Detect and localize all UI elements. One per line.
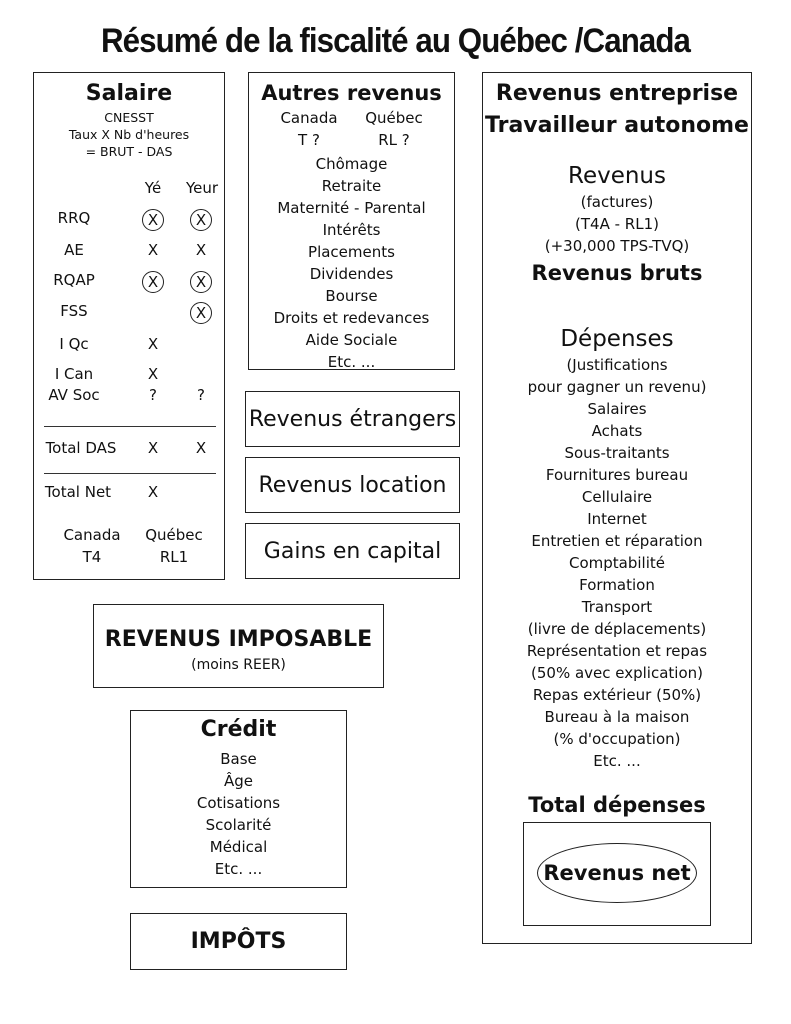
list-item: Transport <box>581 598 653 616</box>
circled-x: X <box>190 302 212 324</box>
divider <box>44 473 216 474</box>
row-label: I Qc <box>59 335 89 353</box>
row-avsoc <box>34 386 224 408</box>
salaire-brut-das: = BRUT - DAS <box>85 144 173 159</box>
list-item: Sous-traitants <box>564 444 670 462</box>
autres-quebec: Québec <box>365 109 423 127</box>
list-item: (+30,000 TPS-TVQ) <box>544 237 690 255</box>
list-item: Repas extérieur (50%) <box>532 686 702 704</box>
list-item: Intérêts <box>322 221 381 239</box>
list-item: Etc. ... <box>593 752 641 770</box>
credit-list <box>131 748 346 880</box>
rl1-label: RL1 <box>159 548 189 566</box>
list-item: Âge <box>223 772 253 790</box>
depenses-heading: Dépenses <box>560 326 674 352</box>
list-item: Cellulaire <box>581 488 653 506</box>
list-item: Etc. ... <box>214 860 263 878</box>
cell: ? <box>197 386 205 404</box>
list-item: Achats <box>591 422 643 440</box>
row-ican <box>34 365 224 387</box>
list-item: Retraite <box>321 177 382 195</box>
divider <box>44 426 216 427</box>
cell: X <box>195 241 207 259</box>
revenus-bruts: Revenus bruts <box>531 261 703 285</box>
row-total-net <box>34 483 224 505</box>
cell: X <box>147 365 159 383</box>
row-label: RQAP <box>53 271 95 289</box>
list-item: Entretien et réparation <box>531 532 703 550</box>
depenses-list <box>483 354 751 772</box>
page-title: Résumé de la fiscalité au Québec /Canada <box>100 22 691 60</box>
list-item: (Justifications <box>566 356 668 374</box>
cell: X <box>195 439 207 457</box>
autres-rl: RL ? <box>378 131 410 149</box>
row-label: FSS <box>60 302 88 320</box>
row-label: Total DAS <box>45 439 117 457</box>
circled-x: X <box>142 209 164 231</box>
revenus-net-box <box>523 822 711 926</box>
list-item: (livre de déplacements) <box>527 620 707 638</box>
row-fss <box>34 302 224 324</box>
revenus-location-box: Revenus location <box>245 457 460 513</box>
canada-label: Canada <box>63 526 121 544</box>
autres-t: T ? <box>298 131 320 149</box>
salaire-taux: Taux X Nb d'heures <box>68 127 190 142</box>
list-item: Etc. ... <box>327 353 376 371</box>
autres-heading: Autres revenus <box>261 81 442 105</box>
list-item: Dividendes <box>309 265 394 283</box>
list-item: Chômage <box>315 155 388 173</box>
row-label: AV Soc <box>48 386 100 404</box>
col-employeur: Yeur <box>185 179 219 197</box>
row-label: Total Net <box>44 483 112 501</box>
list-item: pour gagner un revenu) <box>527 378 707 396</box>
list-item: Représentation et repas <box>526 642 708 660</box>
cell: X <box>147 335 159 353</box>
entreprise-subheading: Travailleur autonome <box>485 113 749 138</box>
row-label: I Can <box>54 365 94 383</box>
col-employe: Yé <box>144 179 162 197</box>
list-item: Médical <box>209 838 268 856</box>
revenus-imposable-box <box>93 604 384 688</box>
entreprise-heading: Revenus entreprise <box>495 81 739 106</box>
list-item: Bureau à la maison <box>544 708 690 726</box>
list-item: Formation <box>579 576 655 594</box>
cell: X <box>147 439 159 457</box>
total-depenses: Total dépenses <box>528 793 706 817</box>
list-item: Cotisations <box>196 794 281 812</box>
list-item: Scolarité <box>205 816 272 834</box>
gains-capital-box: Gains en capital <box>245 523 460 579</box>
cell: ? <box>149 386 157 404</box>
autres-revenus-box <box>248 72 455 370</box>
list-item: Base <box>220 750 257 768</box>
salaire-cnesst: CNESST <box>104 110 154 125</box>
list-item: Maternité - Parental <box>277 199 426 217</box>
imposable-heading: REVENUS IMPOSABLE <box>104 627 373 652</box>
list-item: Fournitures bureau <box>545 466 689 484</box>
list-item: (% d'occupation) <box>553 730 681 748</box>
row-iqc <box>34 335 224 357</box>
salaire-box <box>33 72 225 580</box>
credit-box <box>130 710 347 888</box>
list-item: Internet <box>587 510 647 528</box>
row-label: RRQ <box>57 209 91 227</box>
revenus-net-oval: Revenus net <box>537 843 697 903</box>
cell: X <box>147 483 159 501</box>
list-item: Comptabilité <box>569 554 665 572</box>
list-item: Placements <box>308 243 395 261</box>
row-ae <box>34 241 224 263</box>
circled-x: X <box>142 271 164 293</box>
list-item: Bourse <box>325 287 378 305</box>
t4-label: T4 <box>82 548 102 566</box>
list-item: Droits et redevances <box>273 309 430 327</box>
impots-box: IMPÔTS <box>130 913 347 970</box>
list-item: Aide Sociale <box>305 331 398 349</box>
list-item: (factures) <box>580 193 654 211</box>
credit-heading: Crédit <box>200 717 277 742</box>
list-item: Salaires <box>587 400 647 418</box>
imposable-sub: (moins REER) <box>191 657 286 673</box>
revenus-etrangers-box: Revenus étrangers <box>245 391 460 447</box>
row-rrq <box>34 209 224 231</box>
revenus-heading: Revenus <box>568 163 666 189</box>
list-item: (T4A - RL1) <box>575 215 659 233</box>
row-label: AE <box>64 241 84 259</box>
row-total-das <box>34 439 224 461</box>
row-rqap <box>34 271 224 293</box>
revenus-entreprise-box <box>482 72 752 944</box>
circled-x: X <box>190 271 212 293</box>
autres-canada: Canada <box>280 109 338 127</box>
quebec-label: Québec <box>145 526 203 544</box>
cell: X <box>147 241 159 259</box>
salaire-heading: Salaire <box>85 81 173 106</box>
circled-x: X <box>190 209 212 231</box>
autres-list <box>249 153 454 373</box>
list-item: (50% avec explication) <box>531 664 703 682</box>
revenus-list <box>483 191 751 257</box>
